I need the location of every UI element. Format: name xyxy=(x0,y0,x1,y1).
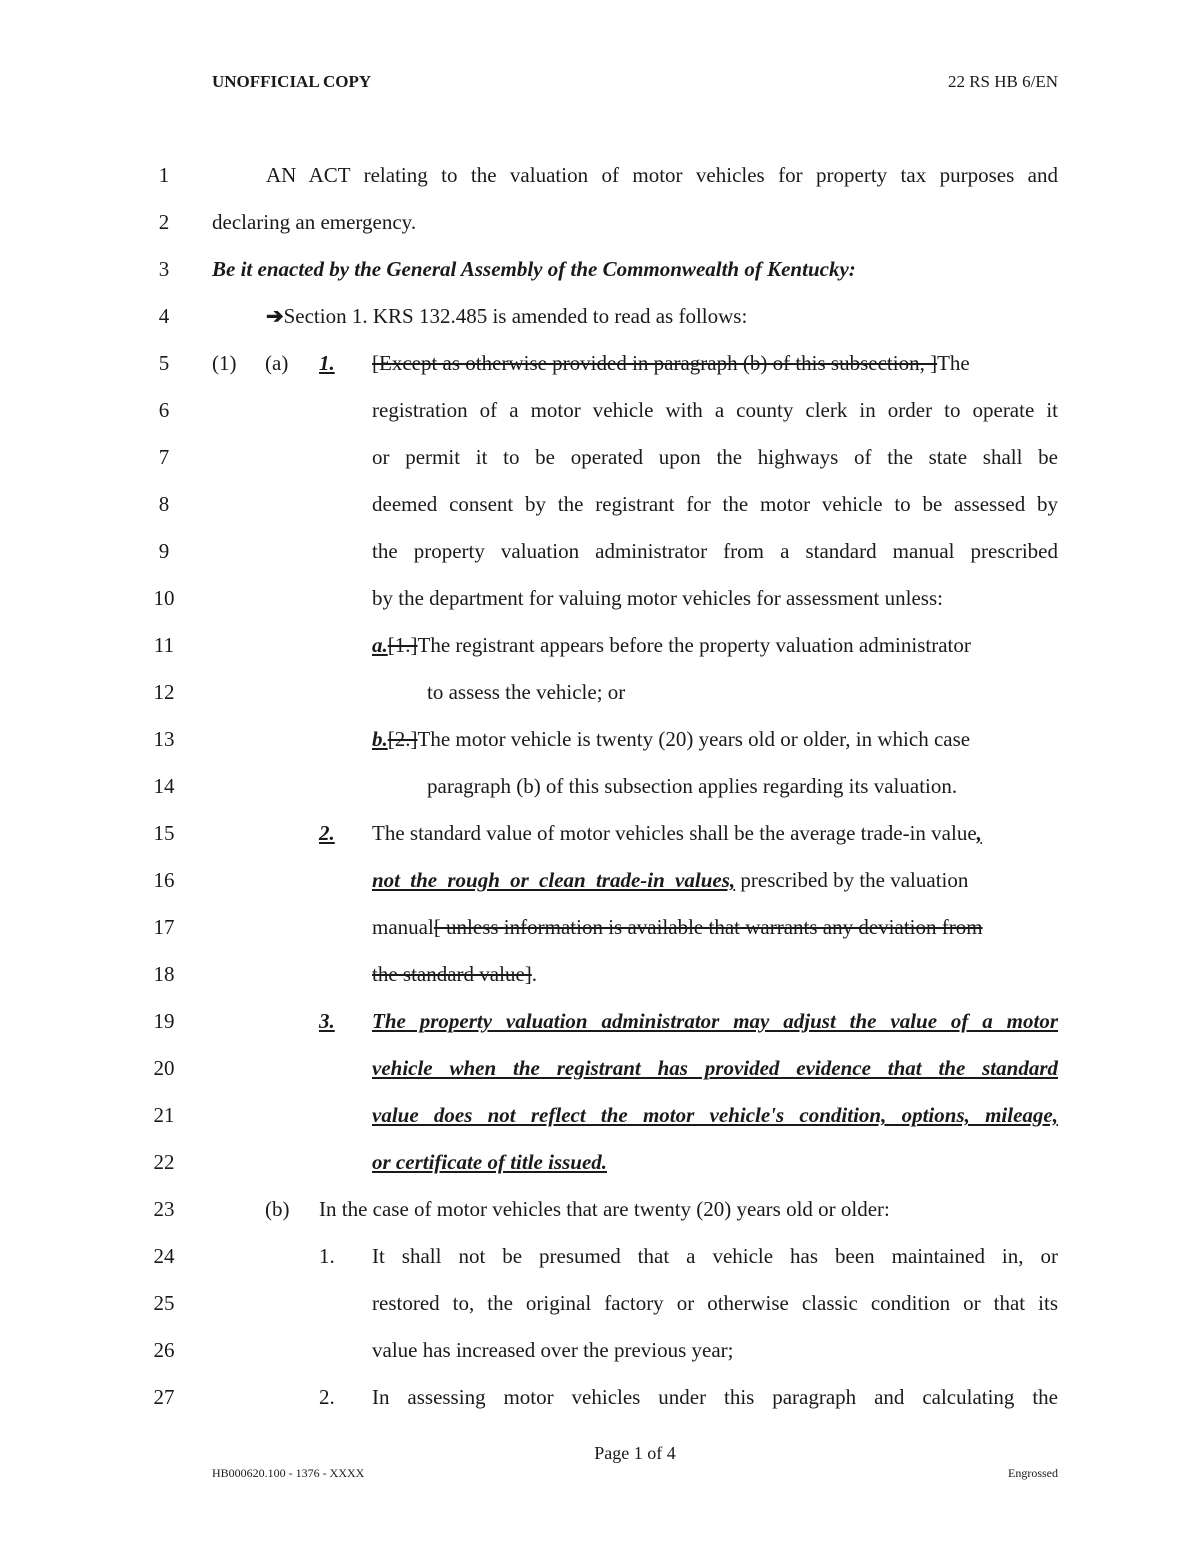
line-number: 3 xyxy=(158,257,170,281)
line-number: 27 xyxy=(153,1385,175,1409)
line-number: 23 xyxy=(153,1197,175,1221)
subparagraph-label: 2. xyxy=(319,1385,335,1409)
line-number: 6 xyxy=(158,398,170,422)
body-text: . xyxy=(531,962,538,986)
line-number: 11 xyxy=(153,633,175,657)
line-number: 12 xyxy=(153,680,175,704)
body-text: The motor vehicle is twenty (20) years old or older, in which case xyxy=(417,727,971,751)
subparagraph-label: 1. xyxy=(319,1244,335,1268)
paragraph-label: (a) xyxy=(265,351,289,375)
paragraph-label: (b) xyxy=(265,1197,290,1221)
body-line: by the department for valuing motor vehicles for assessment unless: xyxy=(372,586,943,610)
inserted-line: or certificate of title issued. xyxy=(372,1150,608,1174)
line-number: 13 xyxy=(153,727,175,751)
body-line xyxy=(372,914,983,940)
body-text: manual xyxy=(372,915,434,939)
body-line xyxy=(372,350,970,376)
line-number: 1 xyxy=(158,163,170,187)
deleted-text: [1.] xyxy=(387,633,418,657)
body-line: or permit it to be operated upon the highways of the state shall be xyxy=(372,445,1058,469)
line-number: 10 xyxy=(153,586,175,610)
line-number: 24 xyxy=(153,1244,175,1268)
line-number: 22 xyxy=(153,1150,175,1174)
body-line: to assess the vehicle; or xyxy=(427,680,626,704)
body-line xyxy=(372,820,982,846)
line-number: 5 xyxy=(158,351,170,375)
line-number: 20 xyxy=(153,1056,175,1080)
inserted-text: b. xyxy=(372,727,388,751)
arrow-right-icon: ➔ xyxy=(266,304,284,328)
body-line: the property valuation administrator from a standard manual prescribed xyxy=(372,539,1058,563)
section-heading xyxy=(266,303,747,329)
inserted-text: , xyxy=(976,821,982,845)
clause-b xyxy=(372,726,970,752)
body-line xyxy=(372,867,968,893)
footer-document-code: HB000620.100 - 1376 - XXXX xyxy=(212,1466,365,1480)
subparagraph-label: 1. xyxy=(319,351,335,375)
inserted-line: vehicle when the registrant has provided evidence that the standard xyxy=(372,1056,1058,1080)
line-number: 4 xyxy=(158,304,170,328)
title-line-1: AN ACT relating to the valuation of motor vehicles for property tax purposes and xyxy=(266,163,1058,187)
body-text: The standard value of motor vehicles shall be the average trade-in value xyxy=(372,821,977,845)
deleted-text: the standard value] xyxy=(372,962,532,986)
line-number: 21 xyxy=(153,1103,175,1127)
body-line xyxy=(372,961,537,987)
body-text: prescribed by the valuation xyxy=(735,868,969,892)
line-number: 19 xyxy=(153,1009,175,1033)
line-number: 8 xyxy=(158,492,170,516)
body-line: registration of a motor vehicle with a county clerk in order to operate it xyxy=(372,398,1058,422)
clause-a xyxy=(372,632,971,658)
subsection-number: (1) xyxy=(212,351,237,375)
section-heading-text: Section 1. KRS 132.485 is amended to read as follows: xyxy=(283,304,748,328)
line-number: 7 xyxy=(158,445,170,469)
line-number: 17 xyxy=(153,915,175,939)
body-line: It shall not be presumed that a vehicle has been maintained in, or xyxy=(372,1244,1058,1268)
body-line: In the case of motor vehicles that are twenty (20) years old or older: xyxy=(319,1197,890,1221)
line-number: 2 xyxy=(158,210,170,234)
line-number: 15 xyxy=(153,821,175,845)
body-text: The registrant appears before the property valuation administrator xyxy=(417,633,971,657)
line-number: 25 xyxy=(153,1291,175,1315)
deleted-text: [ unless information is available that warrants any deviation from xyxy=(433,915,983,939)
deleted-text: [2.] xyxy=(387,727,418,751)
inserted-text: a. xyxy=(372,633,388,657)
line-number: 18 xyxy=(153,962,175,986)
body-line: In assessing motor vehicles under this paragraph and calculating the xyxy=(372,1385,1058,1409)
subparagraph-label: 2. xyxy=(319,821,335,845)
header-unofficial-copy: UNOFFICIAL COPY xyxy=(212,72,372,91)
inserted-text: not the rough or clean trade-in values, xyxy=(372,868,736,892)
body-line: value has increased over the previous year; xyxy=(372,1338,734,1362)
line-number: 9 xyxy=(158,539,170,563)
enacting-clause: Be it enacted by the General Assembly of the Commonwealth of Kentucky: xyxy=(212,257,856,281)
line-number: 14 xyxy=(153,774,175,798)
deleted-text: [Except as otherwise provided in paragraph (b) of this subsection, ] xyxy=(372,351,938,375)
header-bill-id: 22 RS HB 6/EN xyxy=(947,72,1058,91)
line-number: 16 xyxy=(153,868,175,892)
body-line: paragraph (b) of this subsection applies regarding its valuation. xyxy=(427,774,958,798)
body-line: restored to, the original factory or otherwise classic condition or that its xyxy=(372,1291,1058,1315)
footer-status: Engrossed xyxy=(1008,1466,1058,1480)
line-number: 26 xyxy=(153,1338,175,1362)
subparagraph-label: 3. xyxy=(319,1009,335,1033)
title-line-2: declaring an emergency. xyxy=(212,210,417,234)
inserted-line: value does not reflect the motor vehicle's condition, options, mileage, xyxy=(372,1103,1058,1127)
body-text: The xyxy=(937,351,970,375)
page-number: Page 1 of 4 xyxy=(594,1443,676,1463)
body-line: deemed consent by the registrant for the motor vehicle to be assessed by xyxy=(372,492,1058,516)
inserted-line: The property valuation administrator may adjust the value of a motor xyxy=(372,1009,1058,1033)
